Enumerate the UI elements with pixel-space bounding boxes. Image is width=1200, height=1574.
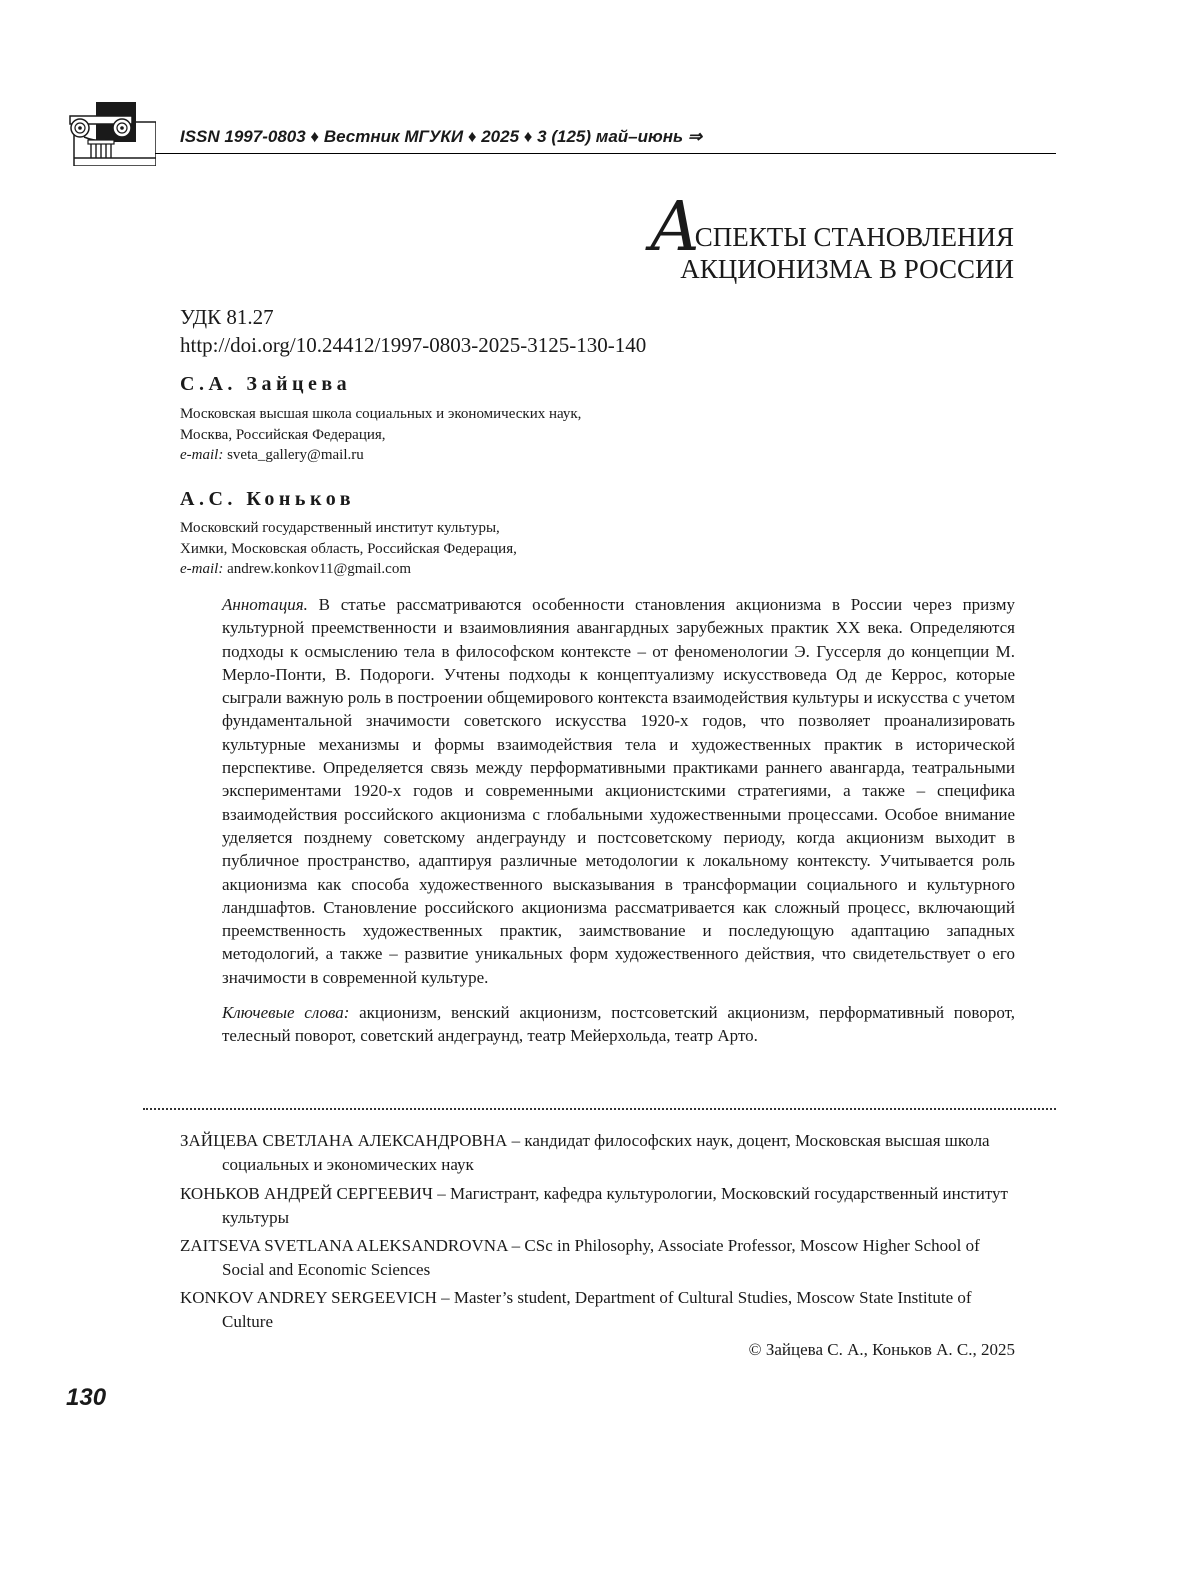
abstract-label: Аннотация. (222, 595, 308, 614)
article-title (649, 188, 1014, 285)
title-line-2: АКЦИОНИЗМА В РОССИИ (680, 254, 1014, 284)
abstract (222, 593, 1015, 989)
author-bio: KONKOV ANDREY SERGEEVICH – Master’s student, Department of Cultural Studies, Moscow State Institute of Culture (180, 1288, 972, 1331)
email-label: e-mail: (180, 561, 224, 577)
affiliation-line: Московский государственный институт культуры, (180, 520, 500, 536)
author-name: А.С. Коньков (180, 488, 356, 510)
author-bio: ZAITSEVA SVETLANA ALEKSANDROVNA – CSc in Philosophy, Associate Professor, Moscow Higher School of Social and Economic Sciences (180, 1236, 980, 1279)
keywords-label: Ключевые слова: (222, 1003, 350, 1022)
journal-header: ISSN 1997-0803 ♦ Вестник МГУКИ ♦ 2025 ♦ 3 (125) май–июнь ⇒ (180, 127, 703, 146)
affiliation-line: Химки, Московская область, Российская Федерация, (180, 540, 517, 557)
email-label: e-mail: (180, 447, 224, 463)
keywords (222, 1001, 1015, 1048)
header-rule (155, 153, 1056, 154)
doi-link[interactable]: http://doi.org/10.24412/1997-0803-2025-3125-130-140 (180, 333, 647, 357)
keywords-text: акционизм, венский акционизм, постсоветский акционизм, перформативный поворот, телесный поворот, советский андеграунд, театр Мейерхольда, театр Арто. (222, 1003, 1015, 1046)
affiliation-line: Московская высшая школа социальных и экономических наук, (180, 406, 582, 422)
abstract-text: В статье рассматриваются особенности становления акционизма в России через призму культурной преемственности и взаимовлияния авангардных зарубежных практик XX века. Определяются подходы к осмыслению тела в философском контексте – от феноменологии Э. Гуссерля до концепции М. Мерло-Понти, В. Подороги. Учтены подходы к концептуализму искусствоведа Од де Керрос, которые сыграли важную роль в построении общемирового контекста взаимодействия культуры и искусства с учетом фундаментальной значимости советского искусства 1920-х годов, что позволяет проанализировать культурные механизмы и формы взаимодействия тела и художественных практик в исторической перспективе. Определяется связь между перформативными практиками раннего авангарда, театральными экспериментами 1920-х годов и современными акционистскими стратегиями, а также – специфика взаимодействия российского акционизма с глобальными художественными процессами. Особое внимание уделяется позднему советскому андеграунду и постсоветскому периоду, когда акционизм выходит в публичное пространство, адаптируя различные методологии к локальному контексту. Учитывается роль акционизма как способа художественного высказывания в трансформации социального и культурного ландшафтов. Становление российского акционизма рассматривается как сложный процесс, включающий преемственность художественных практик, заимствование и последующую адаптацию западных методологий, а также – развитие уникальных форм художественного действия, что свидетельствует о его значимости в современной культуре. (222, 595, 1016, 987)
author-affiliation (180, 518, 517, 580)
ionic-column-capital-icon (66, 102, 156, 166)
page-number: 130 (66, 1384, 107, 1411)
copyright-notice: © Зайцева С. А., Коньков А. С., 2025 (748, 1340, 1015, 1359)
author-bio: КОНЬКОВ АНДРЕЙ СЕРГЕЕВИЧ – Магистрант, кафедра культурологии, Московский государственный институт культуры (180, 1184, 1008, 1227)
title-initial: А (649, 188, 701, 267)
affiliation-line: Москва, Российская Федерация, (180, 426, 386, 443)
author-email[interactable]: andrew.konkov11@gmail.com (227, 561, 411, 577)
author-name: С.А. Зайцева (180, 373, 352, 395)
footnote-divider (143, 1108, 1056, 1110)
author-email[interactable]: sveta_gallery@mail.ru (227, 447, 364, 463)
author-email-line (180, 559, 517, 580)
udk-code: УДК 81.27 (180, 305, 274, 329)
author-email-line (180, 445, 581, 466)
author-affiliation (180, 404, 581, 466)
title-line-1: СПЕКТЫ СТАНОВЛЕНИЯ (694, 222, 1014, 252)
author-bio: ЗАЙЦЕВА СВЕТЛАНА АЛЕКСАНДРОВНА – кандидат философских наук, доцент, Московская высшая школа социальных и экономических наук (180, 1131, 990, 1174)
